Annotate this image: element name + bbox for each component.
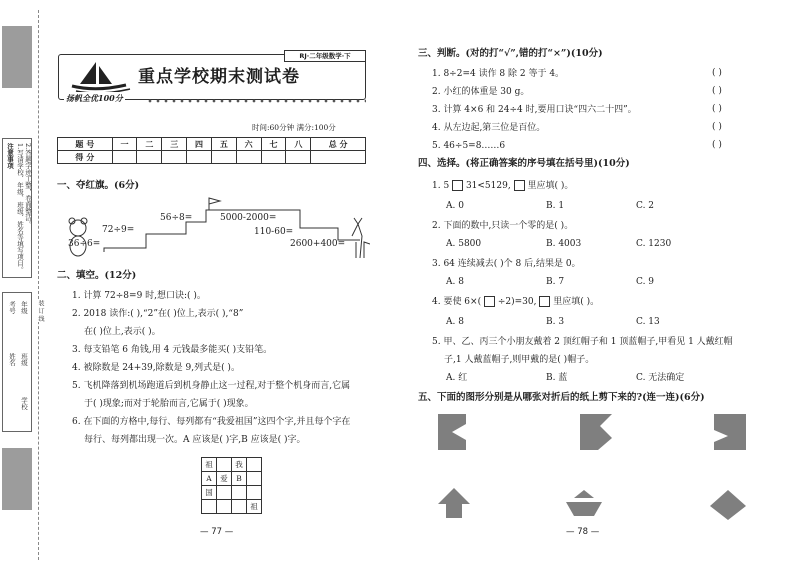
choice-question [432, 296, 599, 308]
question-text: 每行、每列都出现一次。A 应该是( )字,B 应该是( )字。 [84, 435, 306, 445]
judge-item: 2. 小红的体重是 30 g。 [432, 87, 530, 97]
answer-bracket[interactable]: ( ) [712, 104, 722, 114]
diamond-shape [710, 490, 746, 520]
choice-option[interactable]: A. 8 [446, 317, 464, 327]
choice-option[interactable]: B. 3 [546, 317, 565, 327]
grid-cell[interactable]: 国 [202, 486, 217, 500]
score-input-cell[interactable] [261, 151, 286, 164]
table-cell: 七 [261, 138, 286, 151]
choice-option[interactable]: B. 7 [546, 277, 565, 287]
table-cell: 二 [137, 138, 162, 151]
stair-expression: 110-60= [254, 227, 294, 237]
choice-question-part: 4. 要使 6×( [432, 297, 482, 307]
choice-question-part: ÷2)=30, [497, 297, 537, 307]
notice-box [2, 138, 32, 278]
choice-question-part: 里应填( )。 [527, 181, 574, 191]
choice-option[interactable]: C. 1230 [636, 239, 672, 249]
question-text: 于( )现象;而对于轮胎而言,它属于( )现象。 [84, 399, 254, 409]
strip-gray-block-top [2, 26, 32, 88]
choice-option[interactable]: A. 红 [446, 373, 468, 383]
table-row [58, 138, 366, 151]
score-table [57, 137, 366, 164]
stair-expression: 36÷6= [68, 239, 101, 249]
answer-bracket[interactable]: ( ) [712, 86, 722, 96]
section-2-heading: 二、填空。(12分) [57, 270, 137, 281]
choice-question-part: 31<5129, [465, 181, 511, 191]
choice-question-part: 里应填( )。 [553, 297, 600, 307]
score-input-cell[interactable] [311, 151, 366, 164]
blank-box[interactable] [539, 296, 550, 307]
section-4-heading: 四、选择。(将正确答案的序号填在括号里)(10分) [418, 158, 630, 169]
question-text: 2. 2018 读作:( ),“2”在( )位上,表示( ),“8” [72, 309, 244, 319]
stair-expression: 5000-2000= [220, 213, 277, 223]
grid-row [202, 486, 262, 500]
strip-gray-block-bottom [2, 448, 32, 510]
choice-question [432, 180, 573, 192]
word-grid [201, 457, 262, 514]
page-number: — 78 — [566, 527, 600, 537]
grid-cell[interactable]: B [232, 472, 247, 486]
field-grade-label: 年级 [20, 301, 28, 314]
edition-tag: RJ·二年级数学·下 [284, 50, 366, 62]
table-cell: 总 分 [311, 138, 366, 151]
choice-question: 子,1 人戴蓝帽子,则甲戴的是( )帽子。 [444, 355, 595, 365]
score-input-cell[interactable] [112, 151, 137, 164]
grid-row [202, 472, 262, 486]
cut-shape-row [436, 486, 756, 522]
seal-line [38, 10, 39, 560]
grid-cell[interactable]: 祖 [202, 458, 217, 472]
blank-box[interactable] [452, 180, 463, 191]
question-text: 4. 被除数是 24+39,除数是 9,列式是( )。 [72, 363, 240, 373]
table-cell: 得 分 [58, 151, 113, 164]
section-1-heading: 一、夺红旗。(6分) [57, 180, 140, 191]
field-school-label: 学校 [20, 397, 28, 410]
table-cell: 三 [162, 138, 187, 151]
choice-option[interactable]: C. 13 [636, 317, 660, 327]
sailboat-logo-icon [66, 58, 136, 94]
score-input-cell[interactable] [211, 151, 236, 164]
exam-meta: 时间:60分钟 满分:100分 [252, 123, 336, 132]
table-cell: 一 [112, 138, 137, 151]
blank-box[interactable] [514, 180, 525, 191]
grid-cell[interactable] [247, 458, 262, 472]
question-text: 6. 在下面的方格中,每行、每列都有“我爱祖国”这四个字,并且每个字在 [72, 417, 351, 427]
notice-label: 注意事项 [6, 143, 14, 169]
brand-name: 扬帆全优100分 [66, 93, 123, 103]
choice-option[interactable]: C. 9 [636, 277, 655, 287]
grid-cell[interactable] [217, 486, 232, 500]
score-input-cell[interactable] [236, 151, 261, 164]
score-input-cell[interactable] [162, 151, 187, 164]
deer-icon [352, 218, 370, 258]
answer-bracket[interactable]: ( ) [712, 140, 722, 150]
arrow-shape [438, 488, 470, 518]
seal-text: 装 订 线 [37, 300, 44, 322]
score-input-cell[interactable] [187, 151, 212, 164]
grid-cell[interactable] [247, 486, 262, 500]
table-cell: 八 [286, 138, 311, 151]
choice-option[interactable]: B. 4003 [546, 239, 582, 249]
folded-paper-row [438, 412, 758, 452]
table-cell: 四 [187, 138, 212, 151]
choice-question: 5. 甲、乙、丙三个小朋友戴着 2 顶红帽子和 1 顶蓝帽子,甲看见 1 人戴红帽 [432, 337, 733, 347]
section-3-heading: 三、判断。(对的打“√”,错的打“×”)(10分) [418, 48, 603, 59]
judge-item: 4. 从左边起,第三位是百位。 [432, 123, 546, 133]
grid-cell[interactable] [247, 472, 262, 486]
question-text: 3. 每支铅笔 6 角钱,用 4 元钱最多能买( )支铅笔。 [72, 345, 273, 355]
student-info-box [2, 292, 32, 432]
score-input-cell[interactable] [286, 151, 311, 164]
grid-cell[interactable] [232, 486, 247, 500]
grid-cell[interactable]: A [202, 472, 217, 486]
grid-cell[interactable] [232, 500, 247, 514]
choice-option[interactable]: C. 2 [636, 201, 655, 211]
table-cell: 题 号 [58, 138, 113, 151]
bear-icon [69, 218, 87, 256]
stair-expression: 2600+400= [290, 239, 346, 249]
notice-text: 1.写清学校、年级、班级、姓名等填写项目。 [16, 143, 24, 273]
grid-cell[interactable]: 祖 [247, 500, 262, 514]
choice-option[interactable]: A. 0 [446, 201, 464, 211]
judge-item: 3. 计算 4×6 和 24÷4 时,要用口诀“四六二十四”。 [432, 105, 637, 115]
grid-cell[interactable]: 爱 [217, 472, 232, 486]
folded-paper-shape [714, 414, 746, 450]
folded-paper-shape [580, 414, 612, 450]
blank-box[interactable] [484, 296, 495, 307]
grid-row [202, 458, 262, 472]
table-cell: 五 [211, 138, 236, 151]
answer-bracket[interactable]: ( ) [712, 122, 722, 132]
question-text: 在( )位上,表示( )。 [84, 327, 161, 337]
question-text: 1. 计算 72÷8=9 时,想口诀:( )。 [72, 291, 206, 301]
grid-row [202, 500, 262, 514]
grid-cell[interactable]: 我 [232, 458, 247, 472]
section-5-heading: 五、下面的图形分别是从哪张对折后的纸上剪下来的?(连一连)(6分) [418, 392, 705, 403]
binding-strip [0, 0, 44, 566]
judge-item: 1. 8÷2=4 读作 8 除 2 等于 4。 [432, 69, 565, 79]
field-number-label: 考号 [8, 301, 16, 314]
boat-shape [566, 490, 602, 516]
choice-question: 2. 下面的数中,只读一个零的是( )。 [432, 221, 574, 231]
page-number: — 77 — [200, 527, 234, 537]
choice-option[interactable]: B. 蓝 [546, 373, 568, 383]
choice-question: 3. 64 连续减去( )个 8 后,结果是 0。 [432, 259, 581, 269]
grid-cell[interactable] [217, 500, 232, 514]
decorative-dots [146, 98, 366, 104]
choice-option[interactable]: A. 5800 [446, 239, 482, 249]
field-class-label: 班级 [20, 353, 28, 366]
score-input-cell[interactable] [137, 151, 162, 164]
choice-option[interactable]: C. 无法确定 [636, 373, 685, 383]
judge-item: 5. 46÷5=8……6 [432, 141, 506, 151]
page-title: 重点学校期末测试卷 [138, 67, 300, 87]
table-row [58, 151, 366, 164]
folded-paper-shape [438, 414, 466, 450]
choice-option[interactable]: B. 1 [546, 201, 565, 211]
question-text: 5. 飞机降落到机场跑道后到机身静止这一过程,对于整个机身而言,它属 [72, 381, 351, 391]
field-name-label: 姓名 [8, 353, 16, 366]
choice-option[interactable]: A. 8 [446, 277, 464, 287]
stair-expression: 72÷9= [102, 225, 135, 235]
grid-cell[interactable] [217, 458, 232, 472]
answer-bracket[interactable]: ( ) [712, 68, 722, 78]
grid-cell[interactable] [202, 500, 217, 514]
table-cell: 六 [236, 138, 261, 151]
choice-question-part: 1. 5 [432, 181, 450, 191]
notice-text: 2.答题字迹工整，卷面整洁。 [24, 143, 32, 228]
stair-expression: 56÷8= [160, 213, 193, 223]
